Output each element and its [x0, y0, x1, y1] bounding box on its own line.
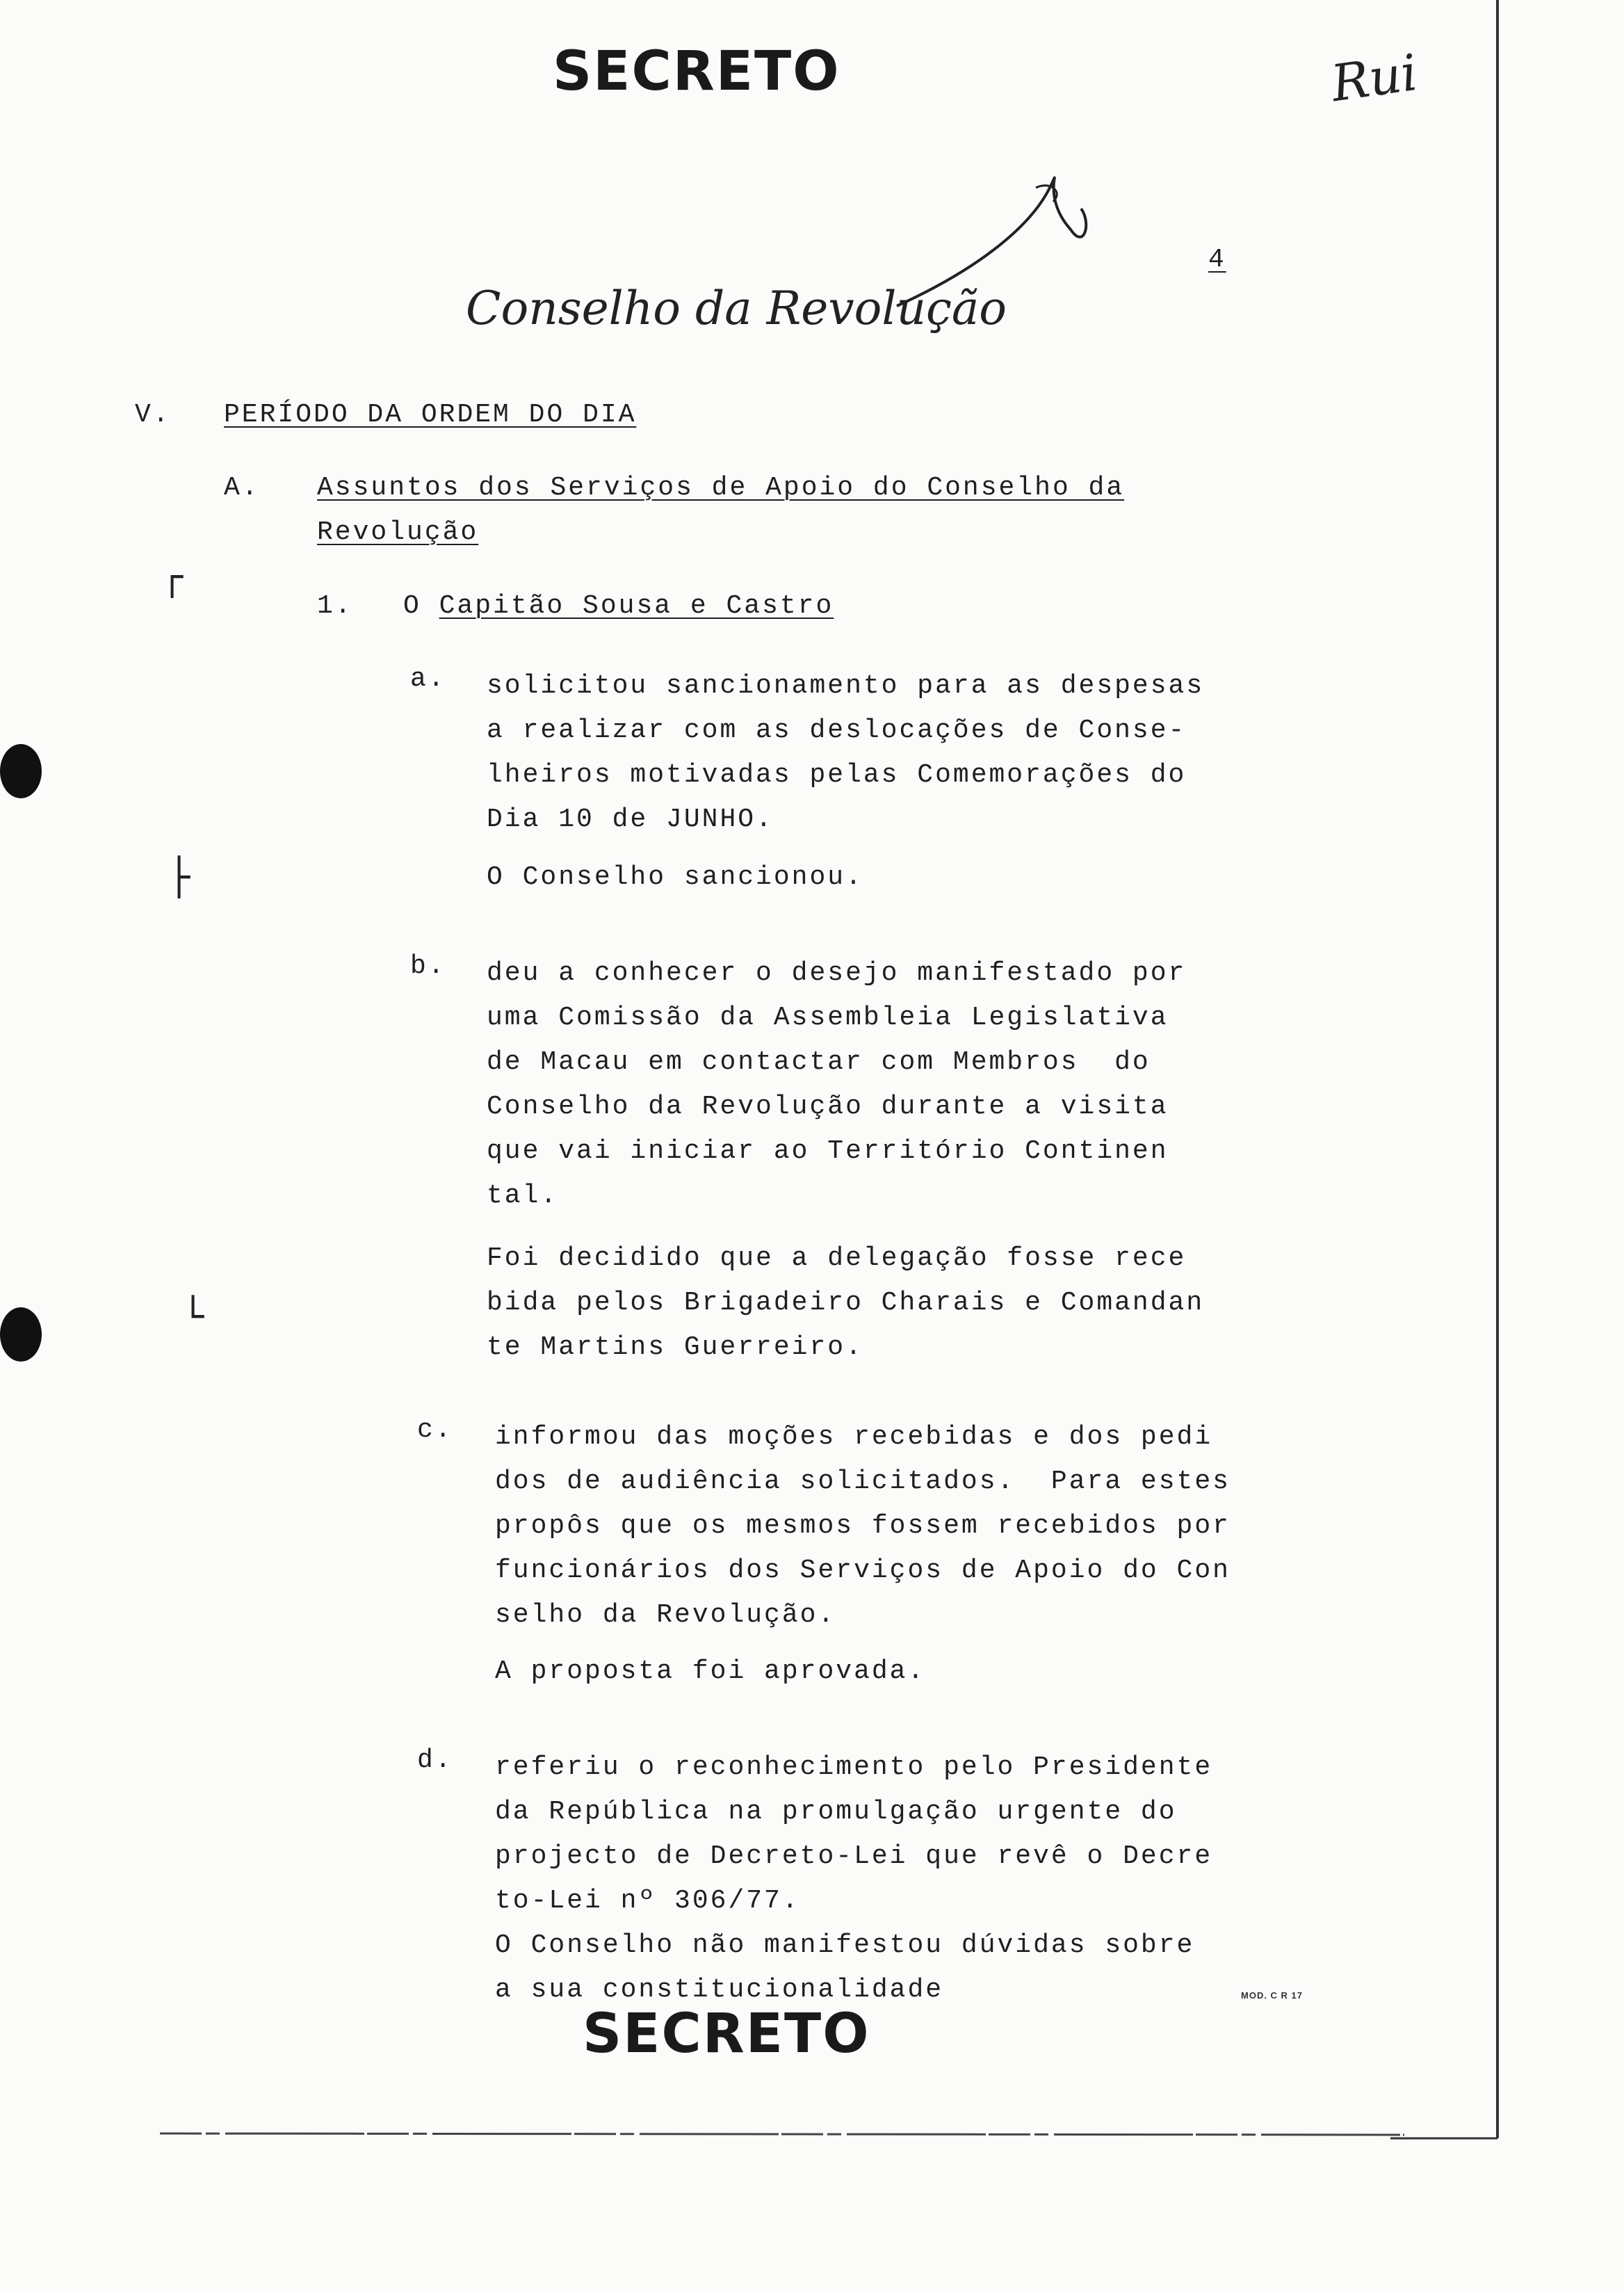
sub-c-text [495, 1415, 1231, 1638]
letterhead: Conselho da Revolução [466, 282, 1007, 335]
punch-hole-bottom [0, 1307, 42, 1362]
section-v-number: V. [135, 400, 171, 430]
secreto-stamp-top: SECRETO [553, 40, 841, 103]
sub-b-text [487, 951, 1186, 1218]
item-1-heading [403, 591, 834, 621]
sub-d-line: a sua constitucionalidade [495, 1975, 944, 2005]
margin-mark-corner-bottom: └ [182, 1296, 204, 1338]
sub-b-decision-line: te Martins Guerreiro. [487, 1332, 863, 1362]
margin-mark-corner-top: ┌ [161, 556, 184, 598]
sub-c-line: propôs que os mesmos fossem recebidos por [495, 1511, 1231, 1541]
sub-b-decision-line: bida pelos Brigadeiro Charais e Comandan [487, 1288, 1205, 1318]
sub-a-line: a realizar com as deslocações de Conse- [487, 716, 1187, 745]
sub-d-line: to-Lei nº 306/77. [495, 1886, 800, 1916]
section-a-title-line1: Assuntos dos Serviços de Apoio do Conselho da [317, 473, 1125, 503]
sub-b-decision [487, 1236, 1204, 1370]
sub-b-line: uma Comissão da Assembleia Legislativa [487, 1003, 1169, 1033]
margin-mark-tee: ├ [168, 857, 190, 898]
item-1-prefix: O [403, 591, 439, 621]
sub-d-line: referiu o reconhecimento pelo Presidente [495, 1752, 1213, 1782]
sub-a-decision: O Conselho sancionou. [487, 862, 863, 892]
sub-a-text [487, 664, 1204, 842]
sub-d-line: O Conselho não manifestou dúvidas sobre [495, 1930, 1195, 1960]
form-code: MOD. C R 17 [1241, 1990, 1304, 2001]
sub-d-letter: d. [417, 1745, 453, 1775]
handwritten-initials: Rui [1327, 42, 1421, 113]
punch-hole-top [0, 744, 42, 798]
sub-c-line: selho da Revolução. [495, 1600, 836, 1630]
sub-b-line: tal. [487, 1181, 559, 1211]
item-1-title: Capitão Sousa e Castro [439, 591, 834, 621]
sub-d-text [495, 1745, 1212, 2012]
sub-a-line: Dia 10 de JUNHO. [487, 805, 774, 834]
sub-b-decision-line: Foi decidido que a delegação fosse rece [487, 1243, 1187, 1273]
sub-a-letter: a. [410, 664, 446, 694]
section-v-title: PERÍODO DA ORDEM DO DIA [224, 400, 637, 430]
sub-c-decision: A proposta foi aprovada. [495, 1656, 926, 1686]
item-1-number: 1. [317, 591, 353, 621]
sub-b-letter: b. [410, 951, 446, 981]
section-a-title-line2: Revolução [317, 517, 479, 547]
sub-c-line: informou das moções recebidas e dos pedi [495, 1422, 1213, 1452]
sub-b-line: deu a conhecer o desejo manifestado por [487, 958, 1187, 988]
sub-a-line: lheiros motivadas pelas Comemorações do [487, 760, 1187, 790]
sub-a-line: solicitou sancionamento para as despesas [487, 671, 1205, 701]
sub-c-line: funcionários dos Serviços de Apoio do Con [495, 1556, 1231, 1585]
secreto-stamp-bottom: SECRETO [583, 2003, 870, 2065]
sub-b-line: de Macau em contactar com Membros do [487, 1047, 1151, 1077]
page-number: 4 [1208, 245, 1226, 275]
sub-d-line: projecto de Decreto-Lei que revê o Decre [495, 1841, 1213, 1871]
sub-b-line: Conselho da Revolução durante a visita [487, 1092, 1169, 1122]
sub-b-line: que vai iniciar ao Território Continen [487, 1136, 1169, 1166]
sub-c-line: dos de audiência solicitados. Para estes [495, 1467, 1231, 1496]
sub-d-line: da República na promulgação urgente do [495, 1797, 1177, 1827]
sub-c-letter: c. [417, 1415, 453, 1445]
section-a-letter: A. [224, 473, 260, 503]
